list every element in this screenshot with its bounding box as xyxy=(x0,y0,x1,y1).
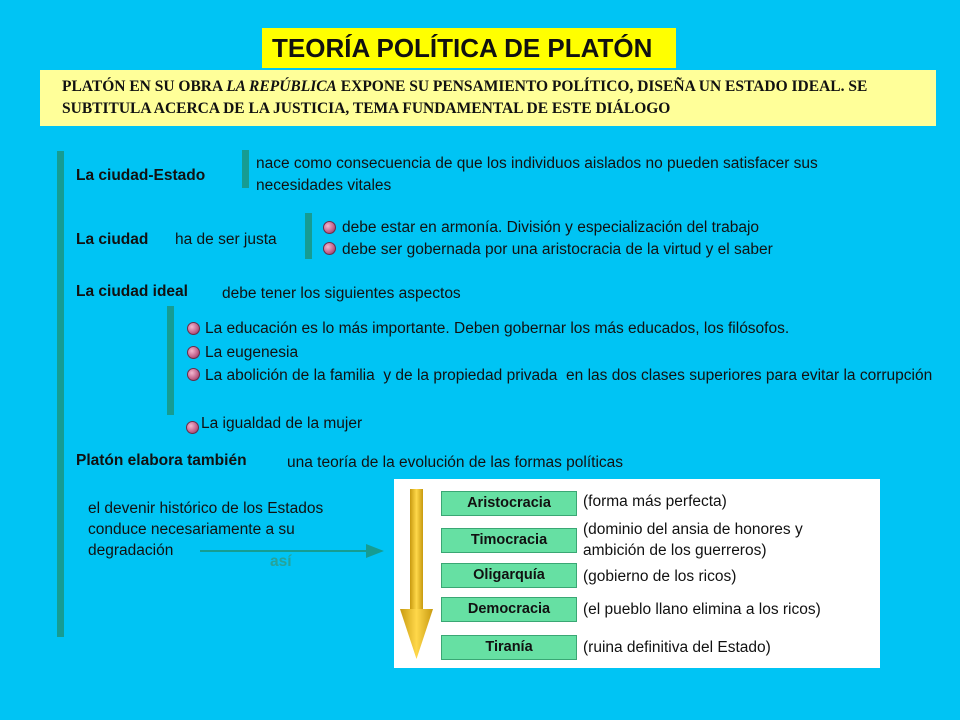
right-arrow-icon xyxy=(200,542,386,560)
intro-text-end: EXPONE SU PENSAMIENTO POLÍTICO, DISEÑA UN ESTADO IDEAL. SE SUBTITULA ACERCA DE LA JUSTICIA, TEMA FUNDAMENTAL DE ESTE DIÁLOGO xyxy=(62,78,868,117)
ciudad-justa-item-2: debe ser gobernada por una aristocracia de la virtud y el saber xyxy=(342,241,773,258)
ciudad-estado-bracket xyxy=(242,150,249,188)
bullet-dot-icon xyxy=(323,221,336,234)
ciudad-label: La ciudad xyxy=(76,231,149,248)
ciudad-justa-connector: ha de ser justa xyxy=(175,231,277,248)
bullet-dot-icon xyxy=(186,421,199,434)
ciudad-estado-text: nace como consecuencia de que los individuos aislados no pueden satisfacer sus necesidades vitales xyxy=(256,155,818,194)
form-desc-democracia: (el pueblo llano elimina a los ricos) xyxy=(583,601,821,618)
form-tirania: Tiranía xyxy=(441,635,577,660)
degradation-text: el devenir histórico de los Estados conduce necesariamente a su degradación xyxy=(88,500,324,559)
ciudad-ideal-item-educacion: La educación es lo más importante. Deben gobernar los más educados, los filósofos. xyxy=(205,320,790,337)
intro-work-title: LA REPÚBLICA xyxy=(226,78,337,95)
page-title: TEORÍA POLÍTICA DE PLATÓN xyxy=(262,28,676,68)
ciudad-estado-label: La ciudad-Estado xyxy=(76,167,206,184)
form-timocracia: Timocracia xyxy=(441,528,577,553)
ciudad-justa-bracket xyxy=(305,213,312,259)
ciudad-ideal-item-abolicion: La abolición de la familia y de la propiedad privada en las dos clases superiores para evitar la corrupción xyxy=(205,367,933,384)
down-arrow-icon xyxy=(398,489,438,661)
bullet-dot-icon xyxy=(187,322,200,335)
form-desc-aristocracia: (forma más perfecta) xyxy=(583,493,727,510)
form-desc-oligarquia: (gobierno de los ricos) xyxy=(583,568,737,585)
intro-box xyxy=(40,70,936,126)
form-desc-timocracia: (dominio del ansia de honores y ambición de los guerreros) xyxy=(583,521,803,559)
ciudad-ideal-item-mujer: La igualdad de la mujer xyxy=(201,415,363,432)
main-bracket-bar xyxy=(57,151,64,637)
ciudad-justa-item-1: debe estar en armonía. División y especialización del trabajo xyxy=(342,219,760,236)
ciudad-ideal-label: La ciudad ideal xyxy=(76,283,188,300)
evolucion-connector: una teoría de la evolución de las formas políticas xyxy=(287,454,624,471)
evolucion-label: Platón elabora también xyxy=(76,452,247,469)
bullet-dot-icon xyxy=(323,242,336,255)
asi-label: así xyxy=(270,553,292,570)
bullet-dot-icon xyxy=(187,368,200,381)
intro-text-start: PLATÓN EN SU OBRA xyxy=(62,78,227,95)
ciudad-ideal-item-eugenesia: La eugenesia xyxy=(205,344,299,361)
form-oligarquia: Oligarquía xyxy=(441,563,577,588)
form-desc-tirania: (ruina definitiva del Estado) xyxy=(583,639,771,656)
ciudad-ideal-connector: debe tener los siguientes aspectos xyxy=(222,285,461,302)
form-aristocracia: Aristocracia xyxy=(441,491,577,516)
ciudad-ideal-bracket xyxy=(167,306,174,415)
form-democracia: Democracia xyxy=(441,597,577,622)
bullet-dot-icon xyxy=(187,346,200,359)
